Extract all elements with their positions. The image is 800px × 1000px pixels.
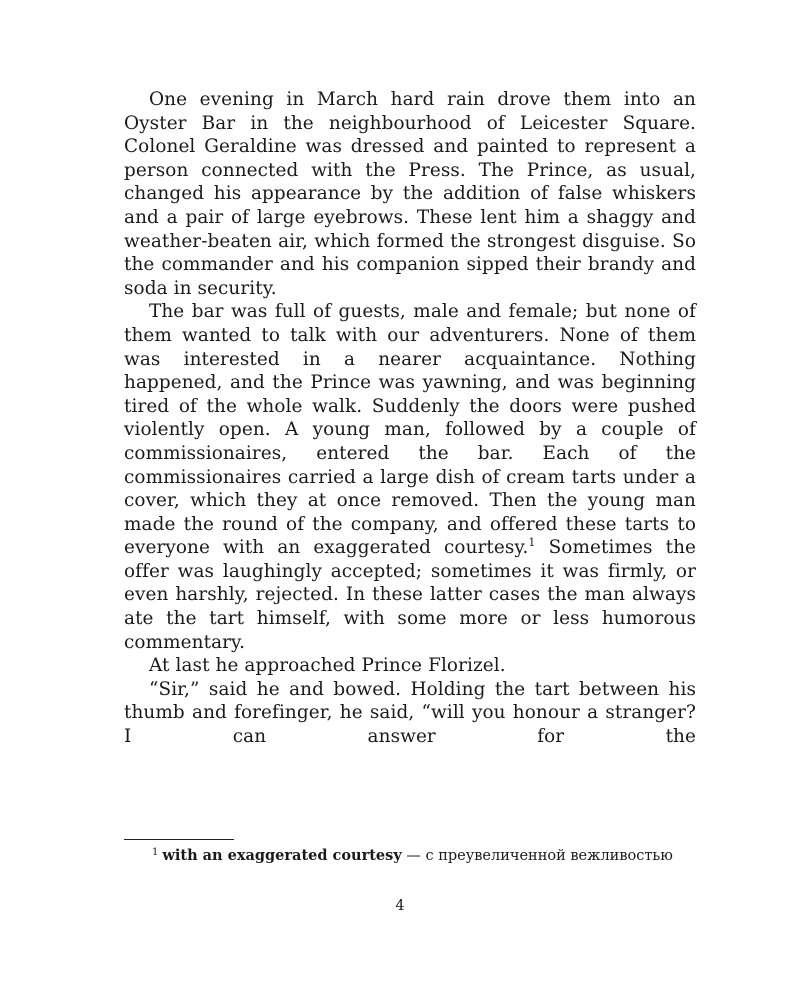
footnote-divider — [124, 839, 234, 840]
paragraph-2 — [124, 300, 696, 654]
footnote-translation: с преувеличенной вежливостью — [425, 848, 673, 864]
paragraph-3: At last he approached Prince Florizel. — [149, 655, 506, 677]
footnote — [124, 846, 696, 866]
paragraph-2-part-2: Sometimes the offer was laughingly accepted; sometimes it was firmly, or even harshly, rejected. In these latter cases the man always ate the tart himself, with some more or less humorous commentary. — [124, 537, 696, 653]
paragraph-4: “Sir,” said he and bowed. Holding the tart between his thumb and forefinger, he said, “will you honour a stranger? I can answer for the — [124, 678, 696, 748]
footnote-mark: 1 — [152, 847, 159, 858]
paragraph-2-part-1: The bar was full of guests, male and female; but none of them wanted to talk with our adventurers. None of them was interested in a nearer acquaintance. Nothing happened, and the Prince was yawning, and was beginning tired of the whole walk. Suddenly the doors were pushed violently open. A young man, followed by a couple of commissionaires, entered the bar. Each of the commissionaires carried a large dish of cream tarts under a cover, which they at once removed. Then the young man made the round of the company, and offered these tarts to everyone with an exaggerated courtesy. — [124, 301, 696, 559]
footnote-dash: — — [401, 848, 426, 864]
footnote-term: with an exaggerated courtesy — [162, 847, 402, 864]
page-body — [124, 88, 696, 749]
footnote-reference: 1 — [528, 536, 536, 550]
paragraph-1: One evening in March hard rain drove them into an Oyster Bar in the neighbourhood of Leicester Square. Colonel Geraldine was dressed and painted to represent a person connected with the Press. The Prince, as usual, changed his appearance by the addition of false whiskers and a pair of large eyebrows. These lent him a shaggy and weather-beaten air, which formed the strongest disguise. So the commander and his companion sipped their brandy and soda in security. — [124, 89, 696, 299]
page-number: 4 — [395, 898, 405, 914]
